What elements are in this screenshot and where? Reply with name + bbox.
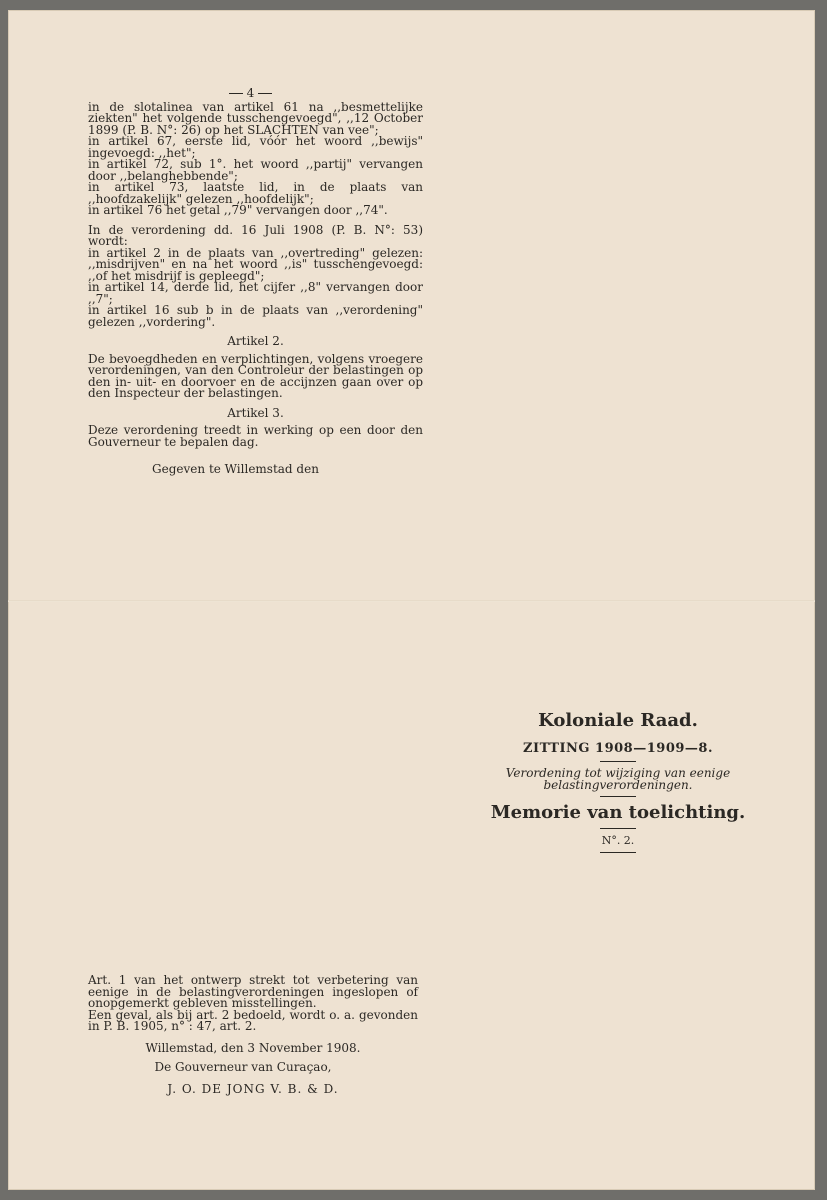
left-column [88,88,423,476]
divider [600,852,636,853]
article-3-heading: Artikel 3. [227,405,284,420]
given-at: Gegeven te Willemstad den [152,462,319,476]
article-3-text: Deze verordening treedt in werking op een door den Gouverneur te bepalen dag. [88,423,423,449]
explanation-block [88,975,418,1095]
subject: Verordening tot wijziging van eenige belastingverordeningen. [505,766,731,792]
article-2-heading: Artikel 2. [227,334,284,348]
paragraph: in artikel 2 in de plaats van ,,overtreding" gelezen: ,,misdrijven" en na het woord ,,is" tusschengevoegd: ,,of het misdrijf is gepleegd"; [88,245,423,283]
paragraph: Een geval, als bij art. 2 bedoeld, wordt o. a. gevonden in P. B. 1905, n° : 47, art. 2. [88,1007,418,1033]
fold-line [8,600,815,602]
paragraph: in artikel 73, laatste lid, in de plaats van ,,hoofdzakelijk" gelezen ,,hoofdelijk"; [88,180,423,206]
article-2-text: De bevoegdheden en verplichtingen, volgens vroegere verordeningen, van den Controleur der belastingen op den in- uit- en doorvoer en de accijnzen gaan over op den Inspecteur der belastingen. [88,351,423,400]
document-number: N°. 2. [601,834,635,847]
divider [600,828,636,829]
divider [600,761,636,762]
session: ZITTING 1908—1909—8. [523,741,713,756]
cover-block [463,710,773,858]
council-title: Koloniale Raad. [538,710,698,731]
divider [600,796,636,797]
paragraph: in artikel 76 het getal ,,79" vervangen door ,,74". [88,203,388,217]
document-sheet [8,10,815,1190]
paragraph: in de slotalinea van artikel 61 na ,,besmettelijke ziekten" het volgende tusschengevoegd", ,,12 October 1899 (P. B. N°: 26) op het SLACHTEN van vee"; [88,99,423,137]
signature: J. O. DE JONG V. B. & D. [167,1081,339,1096]
paragraph: in artikel 14, derde lid, het cijfer ,,8" vervangen door ,,7"; [88,280,423,306]
place-date: Willemstad, den 3 November 1908. [145,1040,361,1055]
paragraph: in artikel 16 sub b in de plaats van ,,verordening" gelezen ,,vordering". [88,303,423,329]
paragraph: In de verordening dd. 16 Juli 1908 (P. B. N°: 53) wordt: [88,222,423,248]
paragraph: in artikel 72, sub 1°. het woord ,,partij" vervangen door ,,belanghebbende"; [88,157,423,183]
memo-title: Memorie van toelichting. [490,802,746,823]
governor-title: De Gouverneur van Curaçao, [154,1060,332,1074]
page-number: 4 [88,88,423,100]
paragraph: in artikel 67, eerste lid, vóór het woord ,,bewijs" ingevoegd: ,,het"; [88,134,423,160]
paragraph: Art. 1 van het ontwerp strekt tot verbetering van eenige in de belastingverordeningen ingeslopen of onopgemerkt gebleven misstellingen. [88,973,418,1010]
